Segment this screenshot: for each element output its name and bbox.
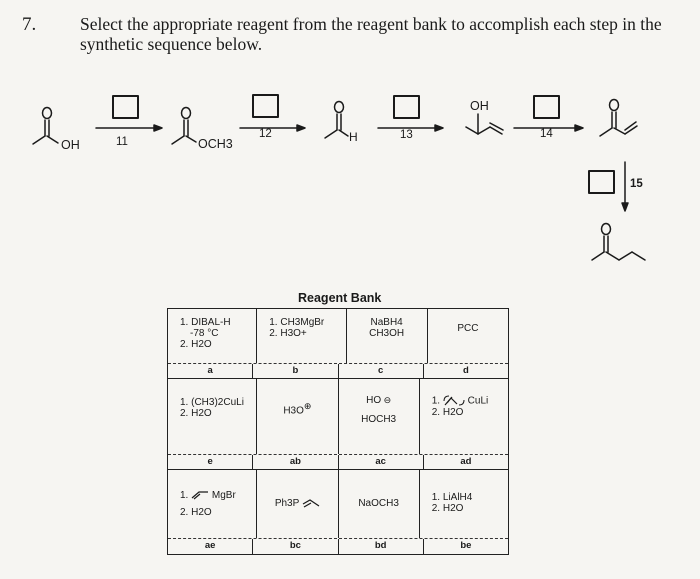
molecule-acetic-acid — [33, 108, 58, 145]
label-och3: OCH3 — [198, 137, 233, 151]
choice-label-ac[interactable]: ac — [338, 455, 423, 469]
reagent-d-line1: PCC — [457, 323, 479, 334]
label-row-2 — [168, 454, 508, 470]
answer-box-13[interactable] — [394, 96, 419, 118]
choice-label-b[interactable]: b — [252, 364, 337, 378]
reagent-a-line2: -78 °C — [190, 328, 219, 339]
answer-box-14[interactable] — [534, 96, 559, 118]
reagent-bc-line1: Ph3P — [261, 498, 333, 509]
reagent-ad-line2: 2. H2O — [431, 407, 464, 418]
reagent-b-line2: 2. H3O+ — [269, 328, 307, 339]
choice-label-ae[interactable]: ae — [204, 540, 216, 551]
step-label-11: 11 — [116, 136, 128, 148]
reagent-row-1 — [168, 309, 508, 363]
reagent-cell-bc — [256, 470, 337, 538]
reagent-ac-line1: HO ⊖ — [366, 395, 392, 406]
answer-box-12[interactable] — [253, 95, 278, 117]
reagent-cell-e — [168, 379, 256, 454]
answer-box-15[interactable] — [589, 171, 614, 193]
reagent-bd-line1: NaOCH3 — [358, 498, 399, 509]
choice-label-bd[interactable]: bd — [338, 539, 423, 554]
reagent-ae-line1: 1. MgBr — [180, 490, 236, 501]
choice-label-bc[interactable]: bc — [252, 539, 337, 554]
label-oh-1: OH — [61, 138, 80, 152]
choice-label-c[interactable]: c — [338, 364, 423, 378]
molecule-acetaldehyde — [325, 102, 348, 139]
label-row-1 — [168, 363, 508, 379]
reagent-ac-line2: HOCH3 — [361, 414, 397, 425]
molecule-ketone-product — [592, 224, 645, 261]
reagent-bank-table — [167, 308, 509, 555]
vinyl-icon — [191, 490, 209, 500]
reagent-cell-ae — [168, 470, 256, 538]
molecule-allylic-alcohol — [466, 114, 503, 134]
label-oh-2: OH — [470, 99, 489, 113]
choice-label-a[interactable]: a — [207, 365, 213, 376]
reagent-cell-ac — [338, 379, 419, 454]
molecule-enone — [600, 100, 637, 137]
reagent-cell-b — [256, 309, 345, 363]
question-number: 7. — [22, 14, 37, 35]
vinyl-group-icon — [443, 395, 465, 407]
choice-label-ab[interactable]: ab — [252, 455, 337, 469]
reagent-cell-be — [419, 470, 508, 538]
reagent-e-line2: 2. H2O — [180, 408, 212, 419]
question-text-line1: Select the appropriate reagent from the reagent bank to accomplish each step in the — [80, 14, 662, 34]
reagent-b-line1: 1. CH3MgBr — [269, 317, 325, 328]
step-label-15: 15 — [630, 178, 643, 190]
minus-charge-icon: ⊖ — [381, 395, 392, 405]
reagent-row-3 — [168, 470, 508, 538]
ylide-icon — [302, 498, 320, 508]
label-h: H — [349, 130, 358, 144]
reagent-cell-c — [346, 309, 427, 363]
reagent-a-line3: 2. H2O — [180, 339, 212, 350]
molecule-methyl-acetate — [172, 108, 196, 145]
question-text-line2: synthetic sequence below. — [80, 34, 263, 54]
plus-charge-icon: ⊕ — [303, 401, 312, 411]
step-label-13: 13 — [400, 129, 413, 141]
reagent-be-line2: 2. H2O — [431, 503, 464, 514]
reagent-c-line1: NaBH4 — [370, 317, 403, 328]
reagent-e-line1: 1. (CH3)2CuLi — [180, 397, 244, 408]
reagent-cell-bd — [338, 470, 419, 538]
reagent-ab-line1: H3O⊕ — [283, 401, 312, 417]
reagent-cell-a — [168, 309, 256, 363]
reagent-cell-ad — [419, 379, 508, 454]
step-label-14: 14 — [540, 128, 553, 140]
choice-label-be[interactable]: be — [423, 539, 508, 554]
choice-label-d[interactable]: d — [423, 364, 508, 378]
reagent-bank-title: Reagent Bank — [298, 291, 382, 305]
reagent-cell-d — [427, 309, 508, 363]
step-label-12: 12 — [259, 128, 272, 140]
reagent-row-2 — [168, 379, 508, 454]
reagent-ad-line1: 1. CuLi — [431, 395, 489, 407]
label-row-3 — [168, 538, 508, 554]
choice-label-ad[interactable]: ad — [423, 455, 508, 469]
answer-box-11[interactable] — [113, 96, 138, 118]
reagent-cell-ab — [256, 379, 337, 454]
reagent-be-line1: 1. LiAlH4 — [431, 492, 473, 503]
choice-label-e[interactable]: e — [207, 456, 213, 467]
reagent-a-line1: 1. DIBAL-H — [180, 317, 231, 328]
reagent-c-line2: CH3OH — [369, 328, 405, 339]
reagent-ae-line2: 2. H2O — [180, 507, 212, 518]
